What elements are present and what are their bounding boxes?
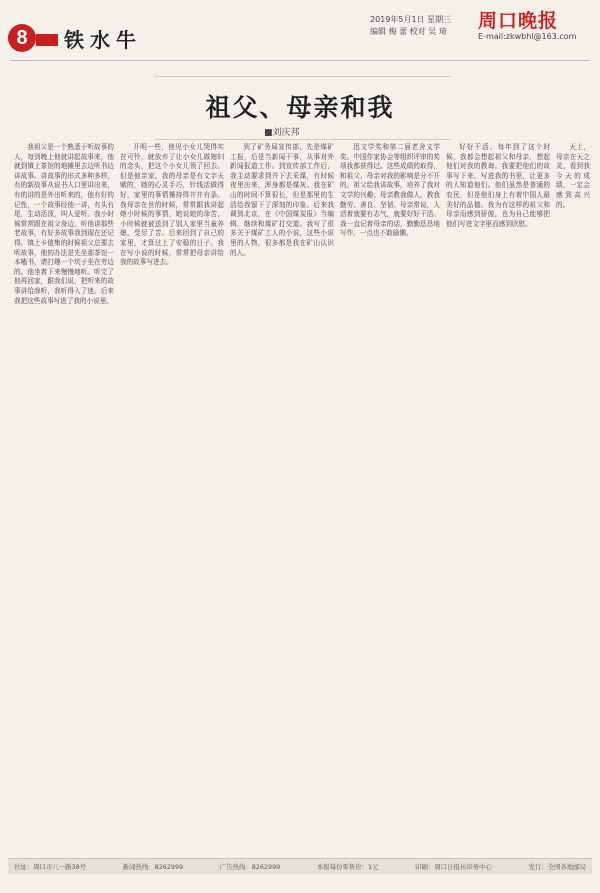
- paragraph: 到了矿务局宣传部，先是煤矿工报，后是当新闻干事，从事对外新闻报道工作。到宣传部工作后，我主动要求到井下去采煤，有时候夜里出来，浑身都是煤灰。我在矿山的时间不算很长，但是那里的生活给我留下了深刻的印象。后来我调到北京，在《中国煤炭报》当编辑，继续和煤矿打交道。我写了很多关于煤矿工人的小说，这些小说里的人物，很多都是我在矿山认识的人。: [230, 143, 334, 257]
- page-header: [0, 0, 600, 66]
- article-column-3: [230, 143, 334, 848]
- publication-date: 2019年5月1日 星期三: [370, 15, 452, 24]
- contact-email: E-mail:zkwbhl@163.com: [478, 32, 577, 41]
- masthead-logo: 周口晚报: [478, 10, 559, 32]
- header-accent-bar: [36, 34, 58, 46]
- header-divider: [10, 60, 590, 61]
- paragraph: 好好干活。每年到了这个时候，我都会想起祖父和母亲，想起他们对我的教诲。我要把他们的故事写下来，写进我的书里，让更多的人知道他们。他们虽然是普通的农民，但是他们身上有着中国人最美好的品德。我为有这样的祖父和母亲而感到骄傲，也为自己能够把他们写进文字里而感到欣慰。: [446, 143, 550, 228]
- article-column-5: [446, 143, 550, 848]
- article-column-4: [340, 143, 440, 848]
- footer-ad-phone: 广告热线：8262999: [219, 863, 281, 871]
- editor-credits: 编辑 梅 蕾 校对 吴 琦: [370, 27, 447, 36]
- article-column-2: [120, 143, 224, 848]
- paragraph: 开明一些，他见小女儿哭得实在可怜，就放弃了让小女儿做媳妇的念头，把这个小女儿领了回去。但是他亲家，我的母亲是有文字天赋的，她的心灵手巧，针线活做得好，家里的事情操持得井井有条。我母亲在世的时候，常常跟我讲起她小时候的事情，她说她的命苦，小时候就被送到了别人家里当童养媳，受尽了苦。后来回到了自己的家里，才算过上了安稳的日子。我在写小说的时候，常常把母亲讲给我的故事写进去。: [120, 143, 224, 267]
- footer-distribution: 发行：全国各地邮局: [528, 863, 586, 871]
- footer-price: 本报每份零售价：1元: [316, 863, 379, 871]
- page-number: 8: [8, 24, 36, 52]
- article-title: 祖父、母亲和我: [205, 93, 395, 122]
- footer-print: 印刷：周口日报社印务中心: [415, 863, 492, 871]
- paragraph: 迅文学奖和第二届老舍文学奖。中国作家协会等组织评审的奖项我都获得过。这些成绩的取得，和祖父、母亲对我的影响是分不开的。祖父给我讲故事，培养了我对文学的兴趣；母亲教我做人，教我勤劳、善良、坚韧。母亲常说，人活着就要有志气，就要好好干活。我一直记着母亲的话，勤勤恳恳地写作，一点也不敢偷懒。: [340, 143, 440, 238]
- section-name: 铁水牛: [64, 28, 142, 52]
- footer-phone: 新闻热线：8262999: [122, 863, 184, 871]
- article-column-6: [556, 143, 590, 848]
- article-byline: ■刘庆邦: [264, 128, 300, 138]
- footer-address: 社址：周口市八一路38号: [14, 863, 87, 871]
- article-column-1: [14, 143, 114, 848]
- paragraph: 我祖父是一个熟悉于听故事的人，每到晚上他就讲起故事来，他就到镇上茶馆的地摊里去边听书边讲故事。讲故事的形式多种多样，有的新故事从说书人口里讲出来，有的讲的是外出听来的，他有好的记性，一个故事经他一讲，有头有尾，生动活泼，叫人爱听。我小时候常常跟在祖父身边，听他讲那些老故事，有好多故事我到现在还记得。镇上卡值集的时候祖父总要去听故事，他的办法是先坐那茶馆一本嗑书，请打趣一个坑子坐在旁边的。他坐着下来慢慢地听。听完了他再回家，跟我们说，把听来的故事讲给我听，我听得入了迷。后来我把这些故事写进了我的小说里。: [14, 143, 114, 305]
- paragraph: 天上，母亲在天之灵，看到我今天的成绩，一定会感到高兴的。: [556, 143, 590, 209]
- page-footer: [8, 858, 592, 874]
